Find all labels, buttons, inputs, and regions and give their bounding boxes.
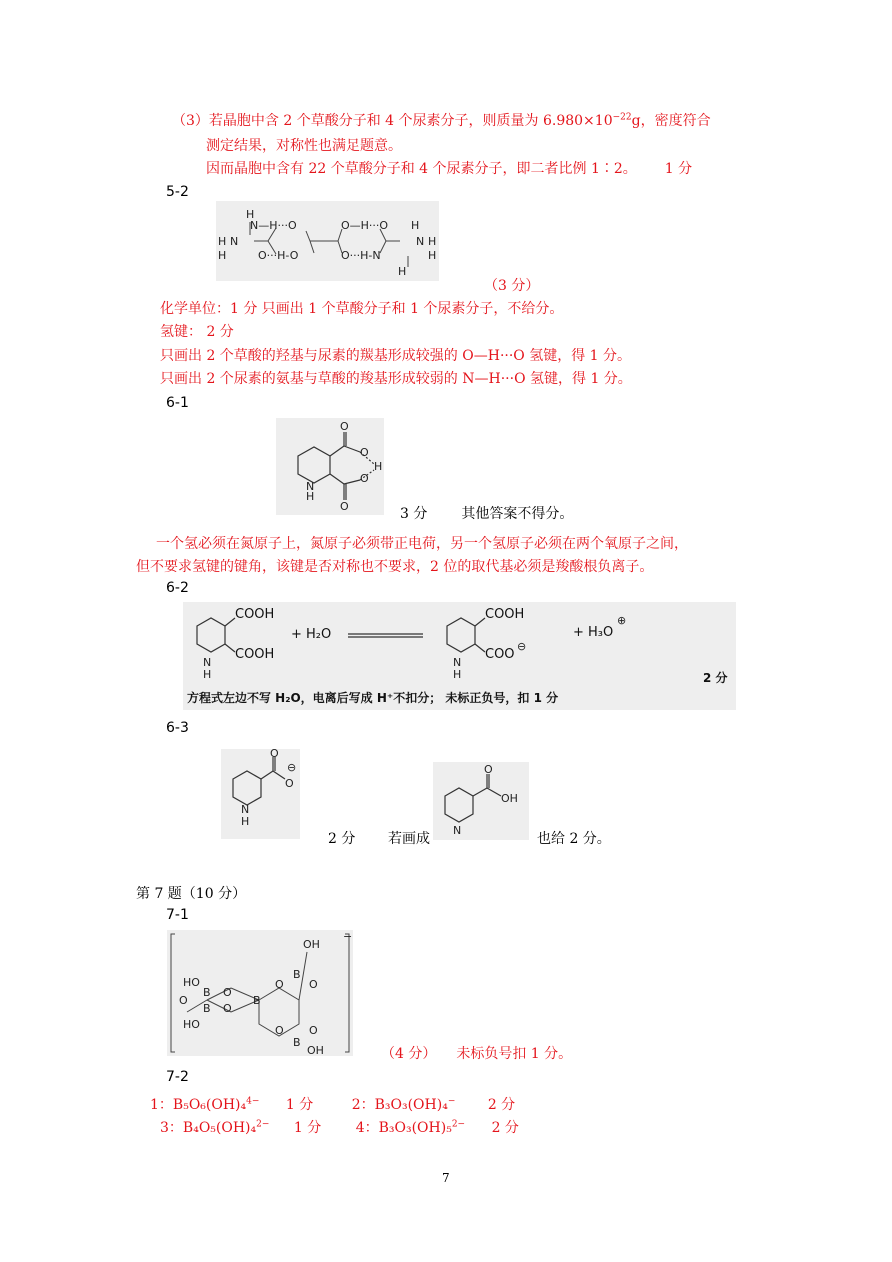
s72-row-1: 1：B₅O₆(OH)₄$^{4-}$ 1 分 2：B₃O₃(OH)₄− 2 分 xyxy=(150,1096,516,1113)
svg-text:H: H xyxy=(374,460,383,473)
svg-text:H: H xyxy=(428,235,437,248)
section-label-7-1: 7-1 xyxy=(166,907,189,923)
section-label-6-3: 6-3 xyxy=(166,720,189,736)
svg-text:⊖: ⊖ xyxy=(287,761,297,774)
urea-oxalic-hbond-figure xyxy=(216,201,439,281)
s52-note-1: 化学单位：1 分 只画出 1 个草酸分子和 1 个尿素分子，不给分。 xyxy=(160,301,564,317)
svg-text:−: − xyxy=(343,930,353,943)
s53-line3: 因而晶胞中含有 22 个草酸分子和 4 个尿素分子，即二者比例 1∶2。 1 分 xyxy=(206,161,693,177)
svg-text:O: O xyxy=(360,446,369,459)
question-7-title: 第 7 题（10 分） xyxy=(136,886,247,902)
section-label-5-2: 5-2 xyxy=(166,184,189,200)
svg-text:H: H xyxy=(218,249,227,262)
svg-text:N: N xyxy=(416,235,425,248)
s53-line2: 测定结果，对称性也满足题意。 xyxy=(206,138,402,154)
svg-text:HO: HO xyxy=(183,976,200,989)
svg-text:⊕: ⊕ xyxy=(617,614,627,627)
svg-text:B: B xyxy=(293,1036,301,1049)
svg-text:N: N xyxy=(453,824,462,837)
svg-text:H: H xyxy=(203,668,212,681)
svg-text:H: H xyxy=(453,668,462,681)
svg-text:COOH: COOH xyxy=(485,607,525,622)
svg-text:N: N xyxy=(306,480,315,493)
svg-text:O: O xyxy=(223,1002,232,1015)
svg-text:N: N xyxy=(203,656,212,669)
s63-alt: 若画成 xyxy=(388,831,430,847)
svg-text:O: O xyxy=(223,986,232,999)
pyridine-carboxylate-figure xyxy=(276,418,384,515)
svg-text:O: O xyxy=(270,749,279,760)
nicotinate-zwitterion-figure xyxy=(221,749,300,839)
s52-score: （3 分） xyxy=(484,278,540,294)
s63-alt-score: 也给 2 分。 xyxy=(537,831,611,847)
svg-text:COOH: COOH xyxy=(235,647,275,662)
section-label-6-2: 6-2 xyxy=(166,580,189,596)
section-label-6-1: 6-1 xyxy=(166,395,189,411)
svg-text:O: O xyxy=(179,994,188,1007)
svg-text:H: H xyxy=(428,249,437,262)
svg-text:B: B xyxy=(203,1002,211,1015)
svg-text:H: H xyxy=(241,815,250,828)
svg-text:OH: OH xyxy=(501,792,518,805)
svg-text:N: N xyxy=(453,656,462,669)
s61-explain-2: 但不要求氢键的键角，该键是否对称也不要求，2 位的取代基必须是羧酸根负离子。 xyxy=(136,559,654,575)
svg-text:COO: COO xyxy=(485,647,515,662)
svg-text:H: H xyxy=(306,490,315,503)
s61-score: 3 分 其他答案不得分。 xyxy=(400,506,574,522)
svg-text:B: B xyxy=(253,994,261,1007)
svg-text:+ H₂O: + H₂O xyxy=(291,627,332,642)
svg-text:COOH: COOH xyxy=(235,607,275,622)
svg-text:O: O xyxy=(340,500,349,513)
s63-score: 2 分 xyxy=(328,831,356,847)
s53-line1: （3）若晶胞中含 2 个草酸分子和 4 个尿素分子，则质量为 $6.980\times 10^{-22}g$，密度符合 xyxy=(172,112,711,129)
svg-text:O: O xyxy=(275,1024,284,1037)
s61-explain-1: 一个氢必须在氮原子上，氮原子必须带正电荷，另一个氢原子必须在两个氧原子之间， xyxy=(156,536,688,552)
svg-text:O—H···O: O—H···O xyxy=(341,219,389,232)
svg-text:H: H xyxy=(411,219,420,232)
s72-row-2: 3：B₄O₅(OH)₄$^{2-}$ 1 分 4：B₃O₃(OH)₅$^{2-}$ 2 分 xyxy=(160,1119,519,1136)
s52-note-4: 只画出 2 个尿素的氨基与草酸的羧基形成较弱的 N—H···O 氢键，得 1 分。 xyxy=(160,371,632,387)
s52-note-3: 只画出 2 个草酸的羟基与尿素的羰基形成较强的 O—H···O 氢键，得 1 分。 xyxy=(160,348,632,364)
ionization-equation-figure xyxy=(183,602,736,710)
svg-text:O: O xyxy=(360,472,369,485)
svg-text:N: N xyxy=(241,803,250,816)
svg-text:H: H xyxy=(218,235,227,248)
s62-note: 方程式左边不写 H₂O，电离后写成 H⁺不扣分； 未标正负号，扣 1 分 xyxy=(187,691,559,705)
svg-text:O: O xyxy=(484,763,493,776)
svg-text:O···H-O: O···H-O xyxy=(258,249,299,262)
svg-text:⊖: ⊖ xyxy=(517,640,527,653)
svg-text:O: O xyxy=(309,978,318,991)
svg-text:+ H₃O: + H₃O xyxy=(573,625,614,640)
svg-text:OH: OH xyxy=(303,938,320,951)
svg-text:N: N xyxy=(230,235,239,248)
svg-text:O: O xyxy=(309,1024,318,1037)
svg-text:O: O xyxy=(285,777,294,790)
svg-text:OH: OH xyxy=(307,1044,324,1056)
svg-text:O: O xyxy=(275,978,284,991)
borate-anion-figure xyxy=(167,930,353,1056)
svg-text:H: H xyxy=(246,208,255,221)
page-number: 7 xyxy=(442,1171,450,1185)
svg-text:O···H-N: O···H-N xyxy=(341,249,381,262)
s62-score: 2 分 xyxy=(703,671,728,685)
s71-score: （4 分） 未标负号扣 1 分。 xyxy=(381,1046,573,1062)
svg-text:O: O xyxy=(340,420,349,433)
svg-text:HO: HO xyxy=(183,1018,200,1031)
svg-text:B: B xyxy=(293,968,301,981)
svg-text:B: B xyxy=(203,986,211,999)
section-label-7-2: 7-2 xyxy=(166,1069,189,1085)
nicotinic-acid-figure xyxy=(433,762,529,840)
s52-note-2: 氢键： 2 分 xyxy=(160,324,234,340)
svg-text:N—H···O: N—H···O xyxy=(250,219,297,232)
svg-text:H: H xyxy=(398,265,407,278)
